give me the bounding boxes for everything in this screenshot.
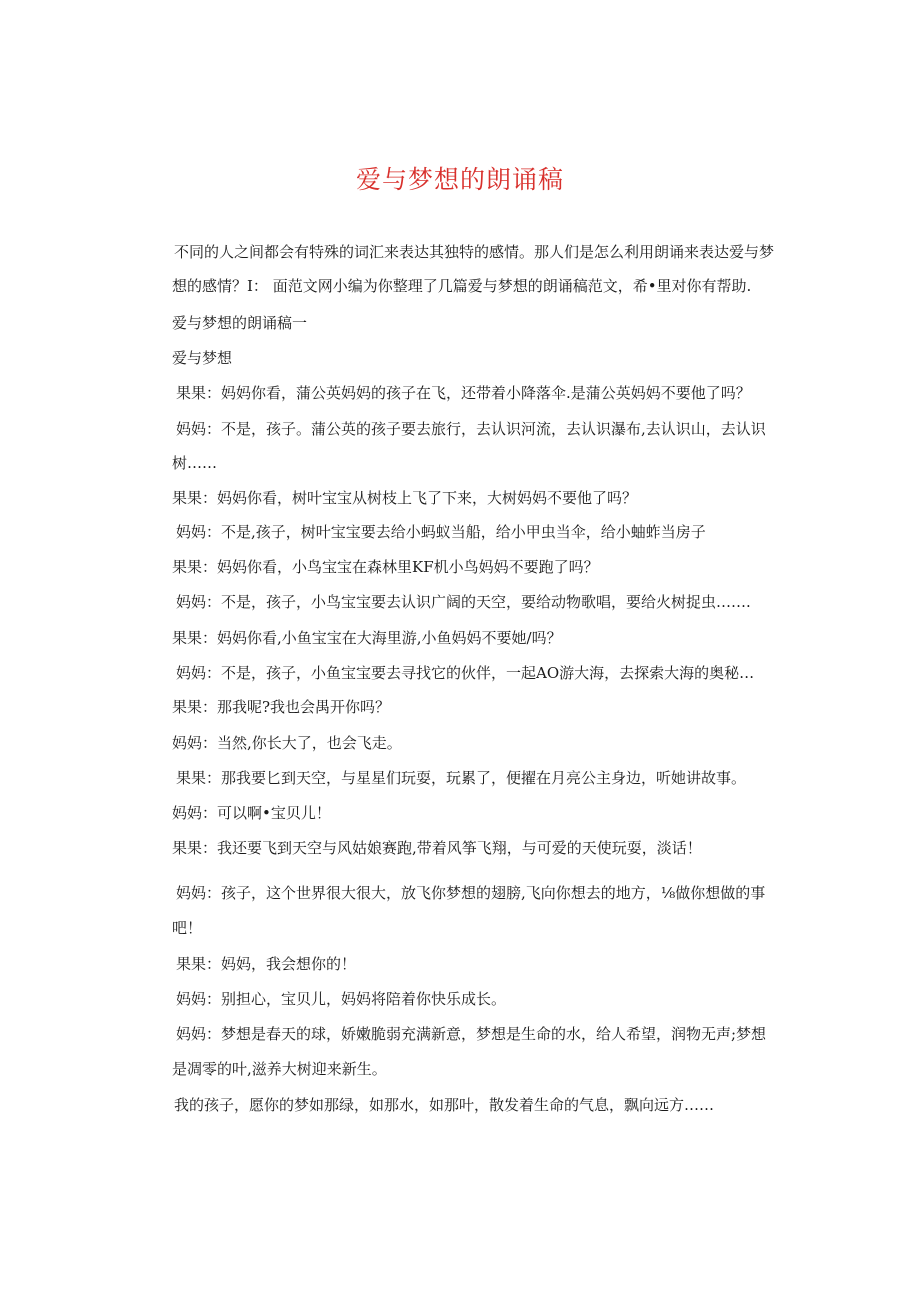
paragraph-6: 妈妈：不是，孩子。蒲公英的孩子要去旅行，去认识河流，去认识瀑布,去认识山，去认识 — [176, 420, 766, 438]
paragraph-2: 想的感情？I： 面范文网小编为你整理了几篇爱与梦想的朗诵稿范文，希•里对你有帮助. — [172, 277, 752, 295]
paragraph-25: 我的孩子，愿你的梦如那绿，如那水，如那叶，散发着生命的气息，飘向远方…… — [174, 1096, 715, 1114]
document-title: 爱与梦想的朗诵稿 — [355, 165, 564, 194]
paragraph-1: 不同的人之间都会有特殊的词汇来表达其独特的感情。那人们是怎么利用朗诵来表达爱与梦 — [174, 243, 775, 261]
paragraph-14: 果果：那我呢?我也会禺开你吗？ — [172, 698, 391, 716]
paragraph-21: 果果：妈妈，我会想你的！ — [176, 955, 357, 973]
paragraph-20: 吧！ — [172, 919, 203, 937]
paragraph-15: 妈妈：当然,你长大了，也会飞走。 — [172, 734, 402, 752]
paragraph-18: 果果：我还要飞到天空与风姑娘赛跑,带着风筝飞翔，与可爱的天使玩耍，淡话！ — [172, 839, 702, 857]
paragraph-4: 爱与梦想 — [172, 349, 233, 367]
paragraph-22: 妈妈：别担心，宝贝儿，妈妈将陪着你快乐成长。 — [176, 990, 507, 1008]
paragraph-16: 果果：那我要匕到天空，与星星们玩耍，玩累了，便擢在月亮公主身边，听她讲故事。 — [176, 769, 747, 787]
paragraph-7: 树…… — [172, 454, 218, 472]
paragraph-13: 妈妈：不是，孩子，小鱼宝宝要去寻找它的伙伴，一起AO游大海，去探索大海的奥秘… — [176, 664, 755, 682]
paragraph-10: 果果：妈妈你看，小鸟宝宝在森林里KF机小鸟妈妈不要跑了吗？ — [172, 558, 599, 576]
paragraph-24: 是凋零的叶,滋养大树迎来新生。 — [172, 1060, 387, 1078]
paragraph-3: 爱与梦想的朗诵稿一 — [172, 314, 308, 332]
paragraph-8: 果果：妈妈你看，树叶宝宝从树枝上飞了下来，大树妈妈不要他了吗？ — [172, 489, 638, 507]
paragraph-5: 果果：妈妈你看，蒲公英妈妈的孩子在飞，还带着小降落伞.是蒲公英妈妈不要他了吗？ — [176, 384, 751, 402]
paragraph-11: 妈妈：不是，孩子，小鸟宝宝要去认识广阔的天空，要给动物歌唱，要给火树捉虫……. — [176, 593, 751, 611]
paragraph-12: 果果：妈妈你看,小鱼宝宝在大海里游,小鱼妈妈不要她/吗？ — [172, 629, 562, 647]
paragraph-9: 妈妈：不是,孩子，树叶宝宝要去给小蚂蚁当船，给小甲虫当伞，给小蚰蚱当房子 — [176, 523, 706, 541]
paragraph-17: 妈妈：可以啊•宝贝儿！ — [172, 804, 331, 822]
paragraph-19: 妈妈：孩子，这个世界很大很大，放飞你梦想的翅膀,飞向你想去的地方，⅛做你想做的事 — [176, 884, 766, 902]
paragraph-23: 妈妈：梦想是春天的球，娇嫩脆弱充满新意，梦想是生命的水，给人希望，润物无声;梦想 — [176, 1025, 767, 1043]
